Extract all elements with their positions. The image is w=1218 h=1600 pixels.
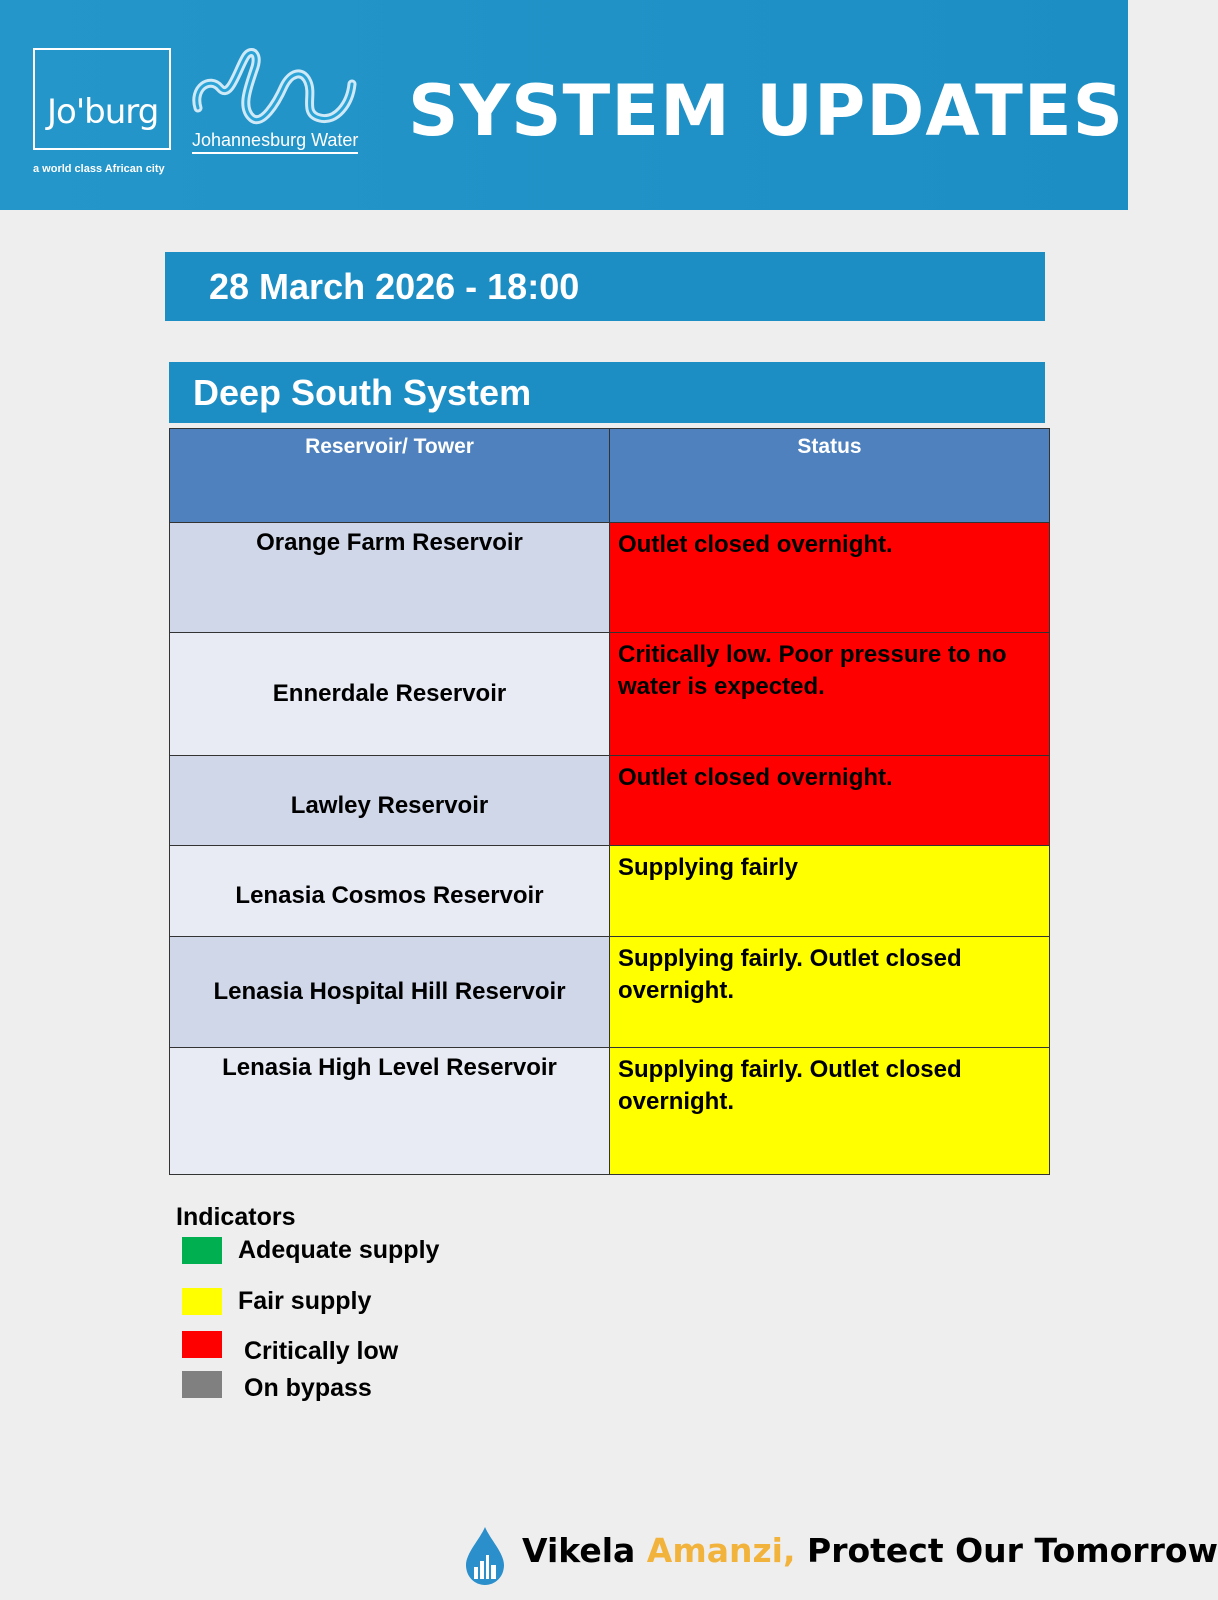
legend-item-adequate [182, 1237, 582, 1267]
footer-text [522, 1531, 1218, 1570]
legend-swatch [182, 1371, 222, 1398]
legend-label: On bypass [244, 1374, 372, 1402]
footer-text-accent: Amanzi, [646, 1531, 796, 1570]
footer-slogan [462, 1525, 1218, 1595]
legend-title: Indicators [176, 1203, 296, 1231]
header-banner [0, 0, 1128, 210]
table-row [170, 937, 1050, 1048]
reservoir-status-table [169, 428, 1050, 1175]
table-row [170, 756, 1050, 846]
table-row [170, 846, 1050, 937]
footer-text-part3: Protect Our Tomorrow [795, 1531, 1218, 1570]
reservoir-status: Outlet closed overnight. [610, 523, 1050, 633]
water-drop-icon [462, 1525, 508, 1587]
reservoir-name: Lenasia Hospital Hill Reservoir [170, 937, 610, 1048]
update-datetime: 28 March 2026 - 18:00 [209, 266, 580, 307]
reservoir-name: Lenasia Cosmos Reservoir [170, 846, 610, 937]
indicators-legend [176, 1203, 440, 1402]
reservoir-status: Outlet closed overnight. [610, 756, 1050, 846]
joburg-logo [33, 48, 173, 180]
joburg-logo-text: Jo'burg [47, 92, 159, 132]
legend-label: Critically low [244, 1337, 399, 1365]
column-header-status: Status [610, 429, 1050, 523]
reservoir-status: Supplying fairly. Outlet closed overnight. [610, 937, 1050, 1048]
system-name: Deep South System [193, 372, 532, 413]
column-header-reservoir: Reservoir/ Tower [170, 429, 610, 523]
system-banner [169, 362, 1045, 423]
jw-underline [192, 152, 358, 154]
table-row [170, 523, 1050, 633]
legend-label: Fair supply [238, 1287, 372, 1315]
joburg-tagline: a world class African city [33, 163, 165, 175]
water-wave-icon [190, 48, 370, 130]
table-header-row [170, 429, 1050, 523]
reservoir-status: Supplying fairly [610, 846, 1050, 937]
legend-swatch [182, 1331, 222, 1358]
legend-item-critical [182, 1331, 582, 1365]
joburg-logo-frame [33, 48, 171, 150]
date-banner [165, 252, 1045, 321]
johannesburg-water-logo [190, 48, 370, 158]
reservoir-status: Supplying fairly. Outlet closed overnight. [610, 1048, 1050, 1175]
legend-swatch [182, 1288, 222, 1315]
reservoir-status: Critically low. Poor pressure to no water is expected. [610, 633, 1050, 756]
reservoir-name: Lawley Reservoir [170, 756, 610, 846]
page-title: SYSTEM UPDATES [408, 70, 1125, 152]
legend-label: Adequate supply [238, 1236, 440, 1264]
johannesburg-water-name: Johannesburg Water [192, 130, 359, 150]
legend-item-bypass [182, 1371, 582, 1401]
table-row [170, 1048, 1050, 1175]
legend-swatch [182, 1237, 222, 1264]
reservoir-name: Lenasia High Level Reservoir [170, 1048, 610, 1175]
legend-item-fair [182, 1288, 582, 1318]
reservoir-name: Ennerdale Reservoir [170, 633, 610, 756]
footer-text-part1: Vikela [522, 1531, 647, 1570]
reservoir-name: Orange Farm Reservoir [170, 523, 610, 633]
table-row [170, 633, 1050, 756]
